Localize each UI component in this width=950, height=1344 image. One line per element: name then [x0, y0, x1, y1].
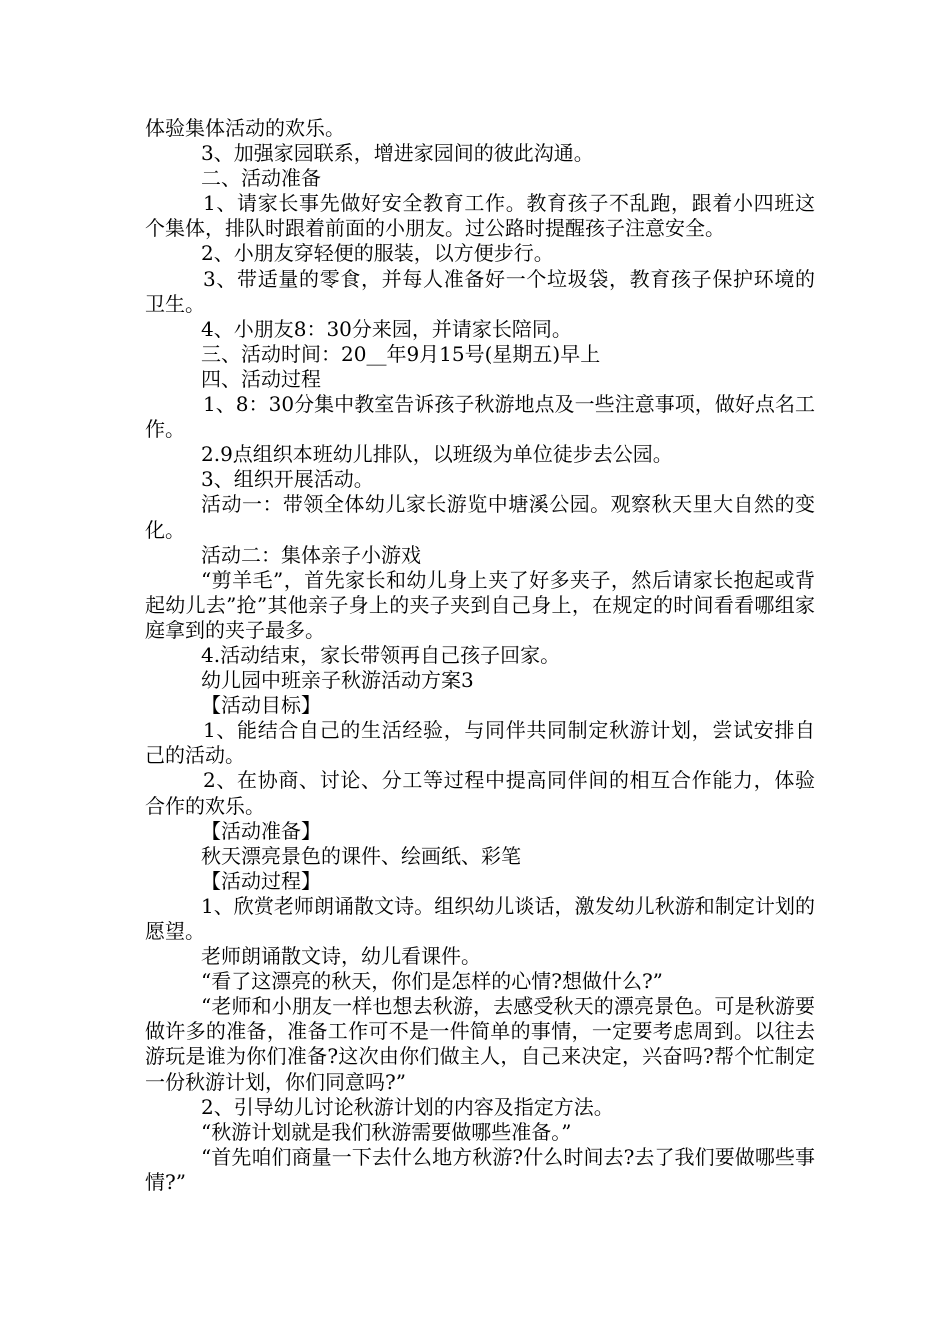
section-heading: 四、活动过程 — [201, 366, 321, 391]
paragraph: 2、引导幼儿讨论秋游计划的内容及指定方法。 — [201, 1094, 614, 1119]
section-heading: 【活动过程】 — [201, 868, 321, 893]
paragraph: 活动二：集体亲子小游戏 — [201, 542, 421, 567]
section-heading: 二、活动准备 — [201, 166, 321, 191]
paragraph: 2.9点组织本班幼儿排队，以班级为单位徒步去公园。 — [201, 442, 673, 467]
document-body — [145, 116, 815, 1195]
section-heading: 【活动目标】 — [201, 693, 321, 718]
paragraph: 4.活动结束，家长带领再自己孩子回家。 — [201, 642, 561, 667]
paragraph: 秋天漂亮景色的课件、绘画纸、彩笔 — [201, 843, 521, 868]
paragraph: 4、小朋友8：30分来园，并请家长陪同。 — [201, 316, 572, 341]
paragraph: “看了这漂亮的秋天，你们是怎样的心情?想做什么?” — [201, 969, 663, 994]
paragraph: 1、能结合自己的生活经验，与同伴共同制定秋游计划，尝试安排自己的活动。 — [145, 718, 815, 768]
paragraph: 老师朗诵散文诗，幼儿看课件。 — [201, 944, 481, 969]
paragraph: 1、请家长事先做好安全教育工作。教育孩子不乱跑，跟着小四班这个集体，排队时跟着前面的小朋友。过公路时提醒孩子注意安全。 — [145, 191, 815, 241]
paragraph: 1、8：30分集中教室告诉孩子秋游地点及一些注意事项，做好点名工作。 — [145, 392, 815, 442]
paragraph: 3、组织开展活动。 — [201, 467, 374, 492]
paragraph: 3、加强家园联系，增进家园间的彼此沟通。 — [201, 141, 594, 166]
paragraph: “首先咱们商量一下去什么地方秋游?什么时间去?去了我们要做哪些事情?” — [145, 1144, 815, 1194]
paragraph: 3、带适量的零食，并每人准备好一个垃圾袋，教育孩子保护环境的卫生。 — [145, 266, 815, 316]
paragraph: “老师和小朋友一样也想去秋游，去感受秋天的漂亮景色。可是秋游要做许多的准备，准备工作可不是一件简单的事情，一定要考虑周到。以往去游玩是谁为你们准备?这次由你们做主人，自己来决定，兴奋吗?帮个忙制定一份秋游计划，你们同意吗?” — [145, 994, 815, 1094]
paragraph: 活动一：带领全体幼儿家长游览中塘溪公园。观察秋天里大自然的变化。 — [145, 492, 815, 542]
paragraph: 1、欣赏老师朗诵散文诗。组织幼儿谈话，激发幼儿秋游和制定计划的愿望。 — [145, 893, 815, 943]
paragraph: “剪羊毛”，首先家长和幼儿身上夹了好多夹子，然后请家长抱起或背起幼儿去”抢”其他亲子身上的夹子夹到自己身上，在规定的时间看看哪组家庭拿到的夹子最多。 — [145, 567, 815, 642]
paragraph: 体验集体活动的欢乐。 — [145, 116, 345, 140]
paragraph: “秋游计划就是我们秋游需要做哪些准备。” — [201, 1119, 572, 1144]
paragraph: 2、在协商、讨论、分工等过程中提高同伴间的相互合作能力，体验合作的欢乐。 — [145, 768, 815, 818]
section-heading: 三、活动时间：20__年9月15号(星期五)早上 — [201, 341, 601, 366]
section-heading: 【活动准备】 — [201, 818, 321, 843]
paragraph: 2、小朋友穿轻便的服装，以方便步行。 — [201, 241, 554, 266]
section-title: 幼儿园中班亲子秋游活动方案3 — [201, 668, 474, 693]
